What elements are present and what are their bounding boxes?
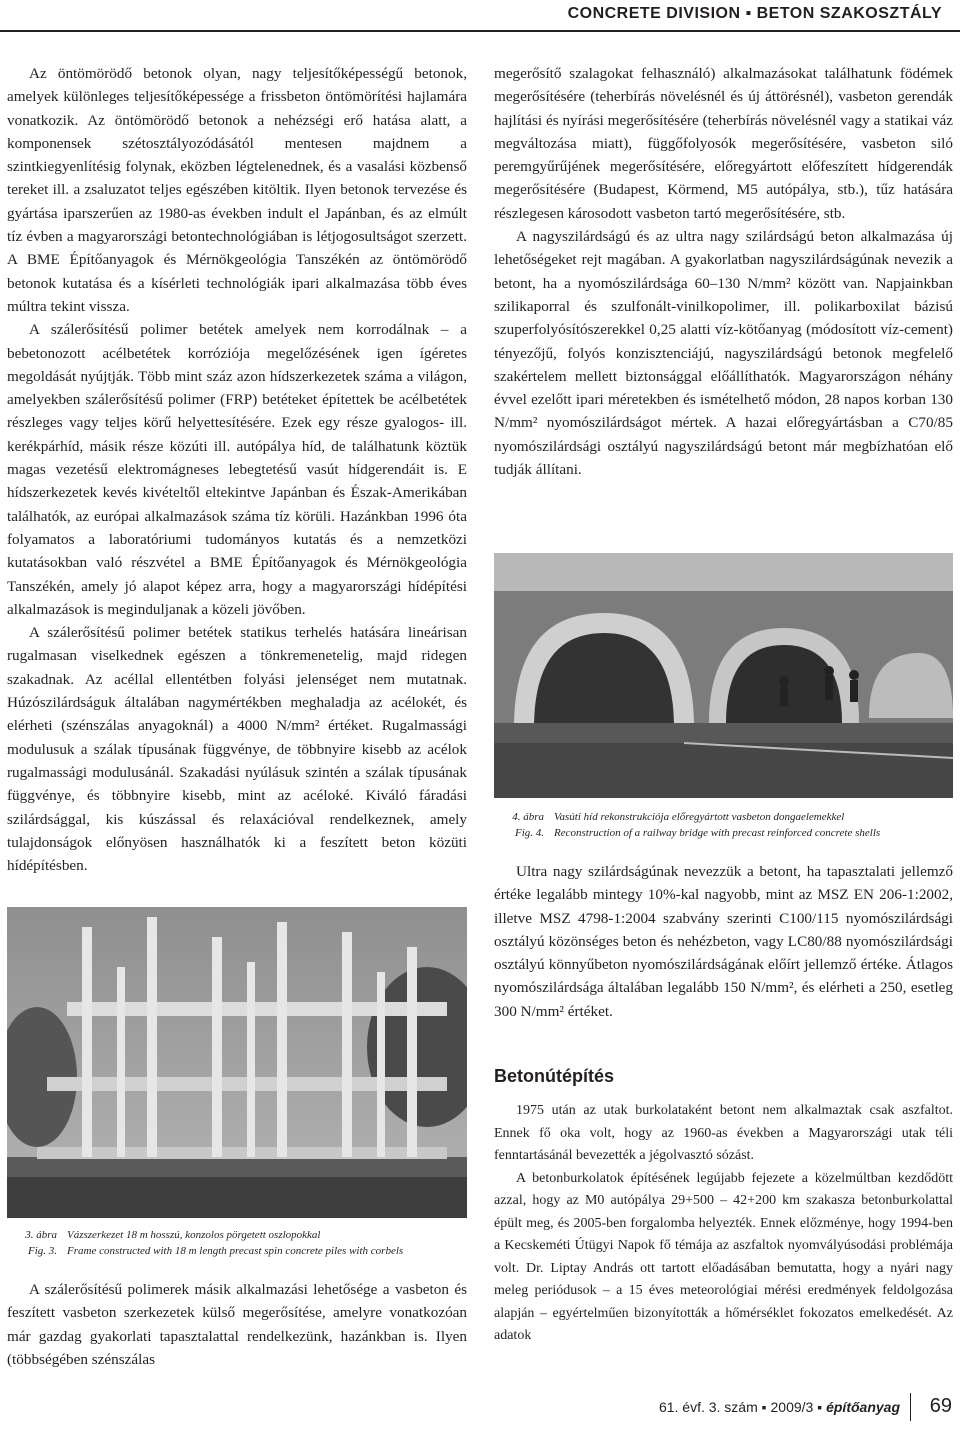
railway-bridge-illustration <box>494 553 953 798</box>
page-footer <box>0 1389 960 1429</box>
year-label: 2009/3 <box>770 1399 814 1415</box>
caption-text: Frame constructed with 18 m length precast spin concrete piles with corbels <box>67 1245 404 1257</box>
concrete-frame-illustration <box>7 907 467 1218</box>
caption-text: Vázszerkezet 18 m hosszú, konzolos pörgetett oszlopokkal <box>67 1229 321 1241</box>
section-header-title: CONCRETE DIVISION ▪ BETON SZAKOSZTÁLY <box>567 5 942 22</box>
page-number: 69 <box>929 1395 952 1417</box>
right-column-text <box>494 62 953 537</box>
figure-4-caption <box>494 809 953 841</box>
paragraph: 1975 után az utak burkolataként betont nem alkalmaztak csak aszfaltot. Ennek fő oka volt, hogy az 1960-as években a Magyarországi utak téli fenntartásánál bevezették a jégolvasztó sózást. <box>494 1103 953 1163</box>
separator-icon: ▪ <box>817 1399 823 1415</box>
paragraph: A szálerősítésű polimer betétek statikus terhelés hatására lineárisan rugalmasan viselkednek egészen a tönkremenetelig, majd ridegen szakadnak. Az acéllal ellentétben folyási jelenséget nem mutatnak. Húzószilárdságuk általában nagymértékben meghaladja az acélokét, és elérheti (szénszálas anyagoknál) a 4000 N/mm² értéket. Rugalmassági modulusuk a szálak típusának függvénye, de többnyire kisebb az acélok rugalmassági modulusánál. Szakadási nyúlásuk szintén a szálak típusának függvénye, és többnyire kisebb, mint az acéloké. Kiváló fáradási szilárdsággal, kis kúszással és relaxációval rendelkeznek, amely tulajdonságok előnyösen használhatók ki a feszített beton közüti hídépítésben. <box>7 624 467 875</box>
paragraph: megerősítő szalagokat felhasználó) alkalmazásokat találhatunk födémek megerősítésére (teherbírás növelésnél és új áttörésnél), vasbeton gerendák hajlítási és nyírási megerősítésére (teherbírás növelésnél vagy a statikai váz megváltozása miatt), függőfolyosók megerősítésére, vasbeton siló peremgyűrűjének megerősítésére, előregyártott előfeszített hídgerendák megerősítésére (Budapest, Körmend, M5 autópálya, stb.), tűz hatására részlegesen károsodott vasbeton tartó megerősítésére, stb. <box>494 65 953 222</box>
figure-label: 4. ábra <box>512 811 544 823</box>
section-title: Betonútépítés <box>494 1066 615 1086</box>
paragraph: A nagyszilárdságú és az ultra nagy szilárdságú beton alkalmazása új lehetőségeket rejt magában. A gyakorlatban nagyszilárdságúnak nevezik a betont, ha a nyomószilárdsága 60–130 N/mm² között van. Napjainkban szilikaporral és szulfonált-vinilkopolimer, ill. polikarboxilat bázisú szuperfolyósítószerekkel 0,25 alatti víz-kötőanyag (módosított víz-cement) tényezőjű, folyós konzisztenciájú, nagyszilárdságú betonok megfelelő szakértelem mellett biztonsággal előállíthatók. Magyarországon néhány évvel ezelőtt ipari méretekben és ismételhető módon, 28 napos korban 130 N/mm² nyomószilárdságot mértek. A hazai előregyártásban a C70/85 nyomószilárdsági osztályú nagyszilárdságú betont már megbízhatóan elő tudják állítani. <box>494 228 953 479</box>
footer-citation <box>659 1399 900 1415</box>
paragraph: Az öntömörödő betonok olyan, nagy teljesítőképességű betonok, amelyek különleges teljesítőképessége a frissbeton öntömörítési hajlamára vonatkozik. Az öntömörödő betonok a nehézségi erő hatása alatt, a komponensek szétosztályozódásától mentesen majdnem a szintkiegyenlítésig folynak, eközben légtelenednek, és a vasalási közbenső tereket ill. a zsaluzatot teljes egészében kitöltik. Ilyen betonok tervezése és gyártása iparszerűen az 1980-as években indult el Japánban, és az elmúlt tíz évben a magyarországi betontechnológiában is létjogosultságot szerzett. A BME Építőanyagok és Mérnökgeológia Tanszékén az öntömörödő betonok kutatása és a kísérleti technológiák ipari alkalmazása több éves múltra tekint vissza. <box>7 65 467 315</box>
paragraph: Ultra nagy szilárdságúnak nevezzük a betont, ha tapasztalati jellemző értéke legalább mintegy 10%-kal nagyobb, mint az MSZ EN 206-1:2002, illetve MSZ 4798-1:2004 szabvány szerinti C100/115 nyomószilárdsági osztályú közönséges beton és nehézbeton, vagy LC80/88 nyomószilárdsági osztályú könnyűbeton nyomószilárdságának előírt jellemző értéke. Átlagos nyomószilárdsága általában legalább 150 N/mm², és elérheti a 250, esetleg 300 N/mm² értéket. <box>494 863 953 1020</box>
section-text <box>494 1100 953 1380</box>
left-column-text <box>7 62 467 902</box>
paragraph: A szálerősítésű polimerek másik alkalmazási lehetősége a vasbeton és feszített vasbeton szerkezetek külső megerősítése, amelyre vonatkozóan már gazdag gyakorlati tapasztalattal rendelkezünk, hazánkban is. Ilyen (többségében szénszálas <box>7 1281 467 1368</box>
paragraph: A szálerősítésű polimer betétek amelyek nem korrodálnak – a bebetonozott acélbetétek korróziója megelőzésének igen ígéretes megoldását nyújtják. Több mint száz azon hídszerkezetek száma a világon, amelyekben szálerősítésű polimer (FRP) betéteket építettek be acélbetétek részleges vagy teljes körű helyettesítésére. Ezek egy része gyalogos- ill. kerékpárhíd, másik része közúti ill. autópálya híd, de találhatunk köztük magas vezetésű elektromágneses lebegtetésű vasút hídgerendáit is. E hídszerkezetek kevés kivételtől eltekintve Japánban és Észak-Amerikában találhatók, az európai alkalmazások száma tíz körüli. Hazánkban 1996 óta folyamatos a laboratóriumi tudományos kutatás és a nemzetközi kutatásokban való részvétel a BME Építőanyagok és Mérnökgeológia Tanszékén, amely jó alapot képez arra, hogy a magyarországi hídépítési alkalmazások is meginduljanak a közeli jövőben. <box>7 321 467 618</box>
footer-divider <box>910 1393 911 1421</box>
separator-icon: ▪ <box>761 1399 767 1415</box>
caption-text: Vasúti híd rekonstrukciója előregyártott vasbeton dongaelemekkel <box>554 811 845 823</box>
page-header <box>0 0 960 32</box>
paragraph: A betonburkolatok építésének legújabb fejezete a közelmúltban kezdődött azzal, hogy az M0 autópálya 29+500 – 42+200 km szakasza betonburkolattal épült meg, és 2005-ben forgalomba helyezték. Ennek előzménye, hogy 1994-ben a Kecskeméti Útügyi Napok fő témája az aszfaltok nyomvályúsodási problémája volt. Dr. Liptay András ott tartott előadásában bemutatta, hogy a nyári nagy meleg periódusok – a 15 éves meteorológiai mérési eredmények feldolgozása alapján – egyértelműen bizonyították a hőmérséklet fokozatos emelkedését. Az adatok <box>494 1170 953 1343</box>
figure-label: 3. ábra <box>25 1229 57 1241</box>
figure-label: Fig. 3. <box>27 1245 57 1257</box>
right-column-after-figure <box>494 860 953 1040</box>
caption-text: Reconstruction of a railway bridge with precast reinforced concrete shells <box>554 827 881 839</box>
journal-name: építőanyag <box>826 1399 900 1415</box>
figure-3-caption <box>7 1227 467 1259</box>
figure-3-photo <box>7 907 467 1218</box>
figure-4-photo <box>494 553 953 798</box>
figure-label: Fig. 4. <box>514 827 544 839</box>
left-column-bottom-text <box>7 1278 467 1373</box>
issue-label: 61. évf. 3. szám <box>658 1399 758 1415</box>
